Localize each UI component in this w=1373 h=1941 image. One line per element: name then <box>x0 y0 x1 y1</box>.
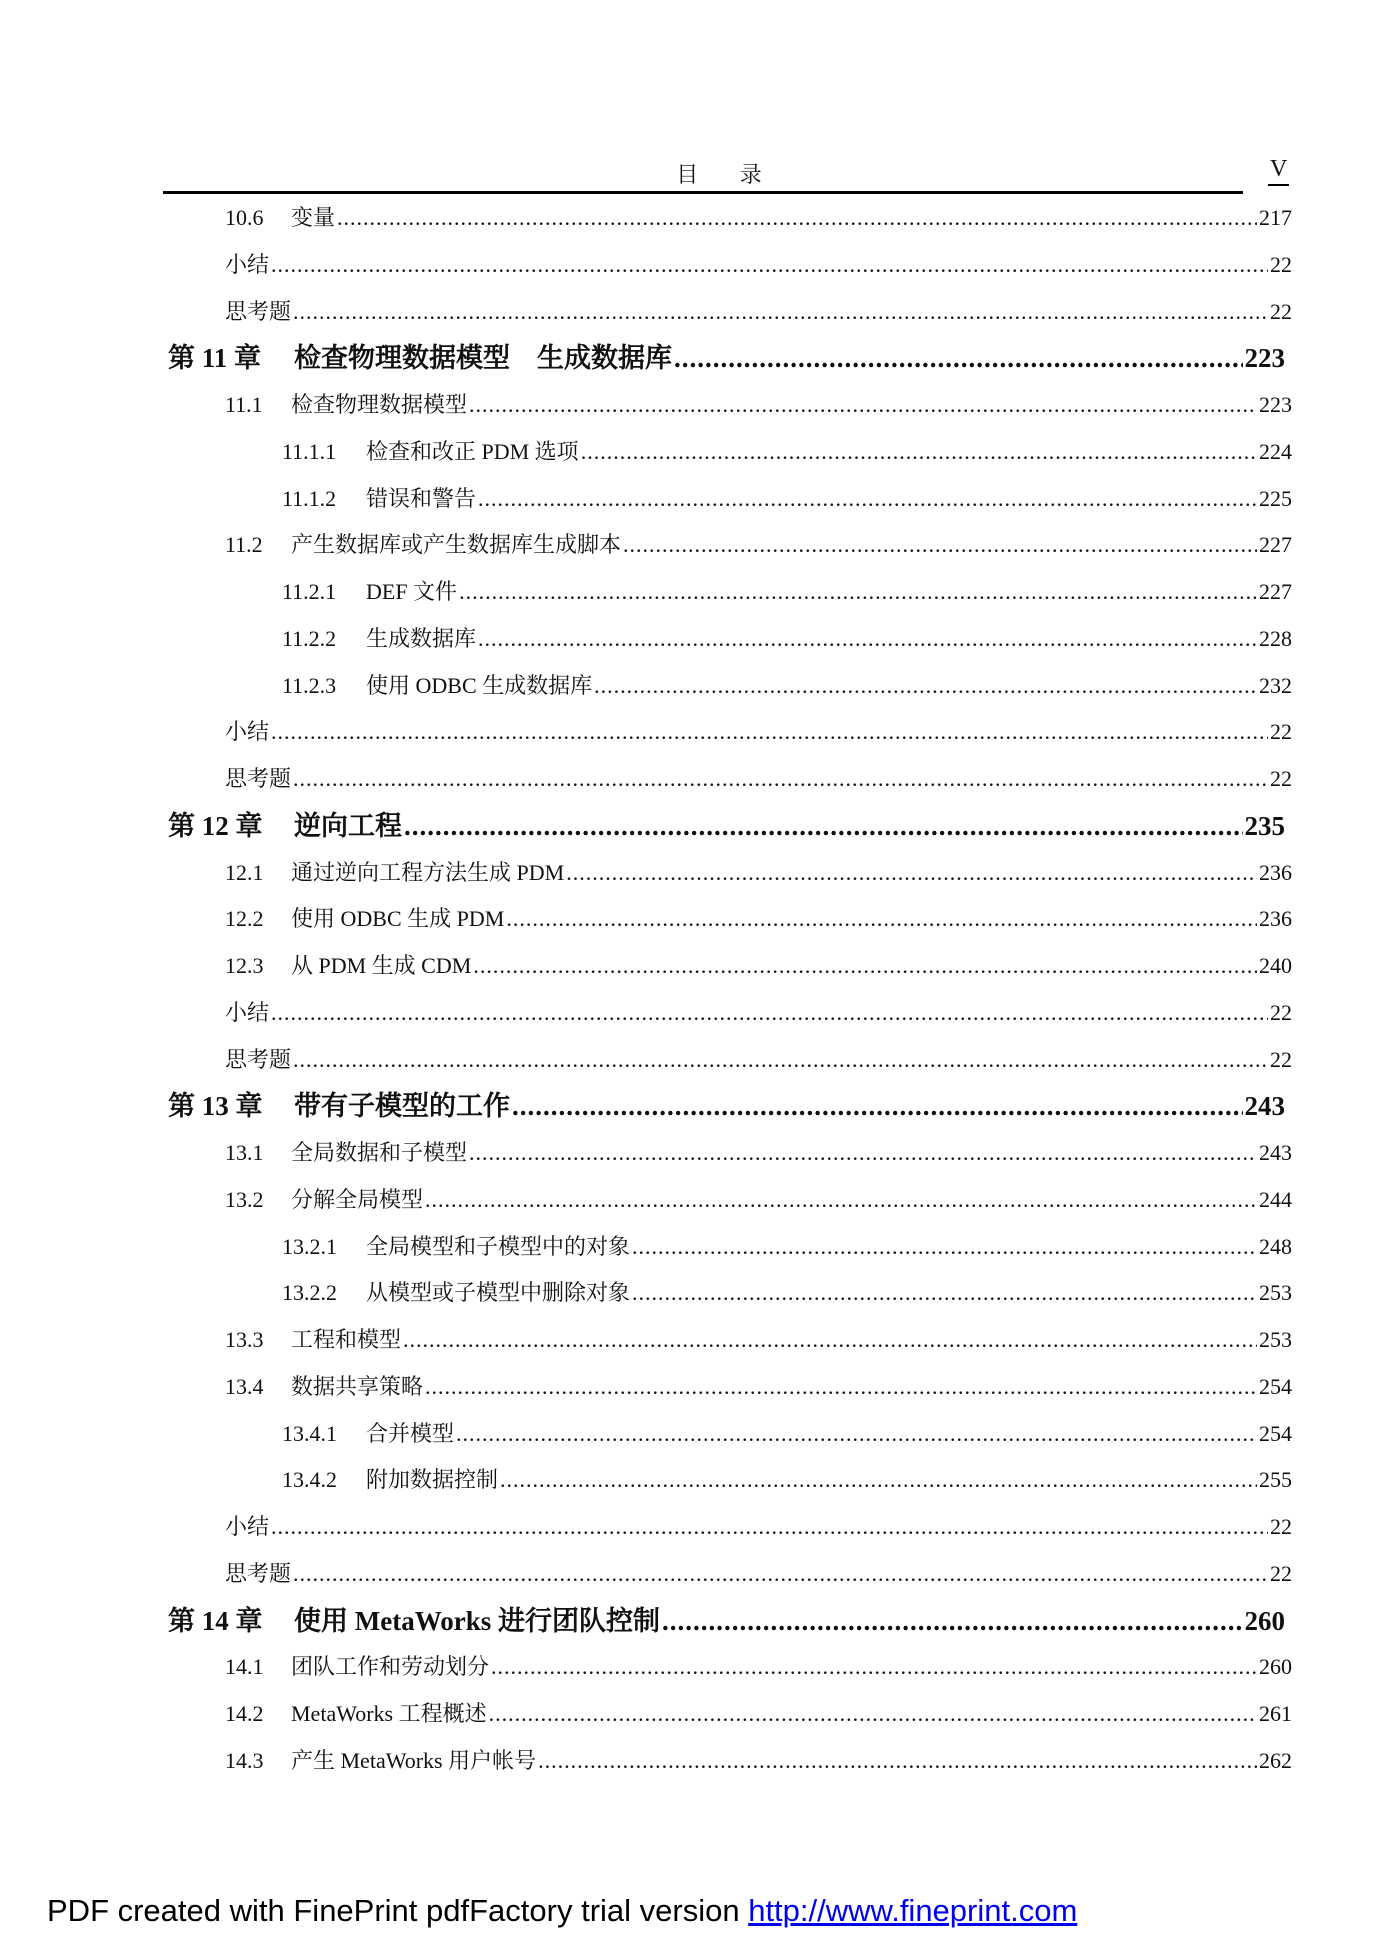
toc-chapter-entry[interactable] <box>168 335 1285 381</box>
toc-entry[interactable] <box>225 850 1292 896</box>
toc-entry-title: 检查和改正 PDM 选项 <box>366 438 579 464</box>
toc-entry-title: 产生 MetaWorks 用户帐号 <box>291 1747 537 1773</box>
toc-entry-page: 224 <box>1259 438 1292 464</box>
toc-entry-title: MetaWorks 工程概述 <box>291 1701 487 1726</box>
toc-entry[interactable] <box>282 476 1292 522</box>
toc-entry-title: 产生数据库或产生数据库生成脚本 <box>291 532 622 558</box>
toc-entry-page: 248 <box>1259 1233 1292 1259</box>
toc-entry-number: 13.2.2 <box>282 1280 337 1306</box>
toc-entry[interactable] <box>225 242 1292 288</box>
toc-entry-title: 思考题 <box>225 298 292 324</box>
dot-leader <box>662 1598 1243 1644</box>
toc-entry-page: 22 <box>1270 719 1292 745</box>
dot-leader <box>674 335 1243 381</box>
toc-entry-title: 通过逆向工程方法生成 PDM <box>291 859 565 885</box>
toc-entry-title: 错误和警告 <box>366 485 477 511</box>
toc-entry-page: 22 <box>1270 1514 1292 1539</box>
toc-entry-title: 变量 <box>291 205 336 230</box>
dot-leader <box>491 1644 1257 1690</box>
toc-entry-number: 11.1.1 <box>282 438 337 464</box>
toc-entry-page: 244 <box>1259 1186 1292 1212</box>
dot-leader <box>456 1411 1257 1457</box>
toc-entry-page: 235 <box>1244 810 1285 841</box>
toc-entry-page: 22 <box>1270 766 1292 791</box>
dot-leader <box>271 709 1268 755</box>
toc-entry[interactable] <box>225 756 1292 802</box>
toc-entry-page: 254 <box>1259 1373 1292 1399</box>
toc-entry-number: 11.2.2 <box>282 625 337 651</box>
dot-leader <box>473 943 1257 989</box>
dot-leader <box>469 382 1257 428</box>
dot-leader <box>293 289 1268 335</box>
toc-entry-number: 13.3 <box>225 1327 264 1352</box>
toc-entry[interactable] <box>282 1224 1292 1270</box>
dot-leader <box>506 896 1257 942</box>
toc-entry-title: 全局模型和子模型中的对象 <box>366 1233 631 1259</box>
toc-entry-number: 12.2 <box>225 906 264 932</box>
toc-entry-number: 11.1 <box>225 392 263 417</box>
toc-entry[interactable] <box>225 1177 1292 1223</box>
footer-text: PDF created with FinePrint pdfFactory trial version <box>47 1893 749 1928</box>
dot-leader <box>403 1317 1257 1363</box>
toc-entry-number: 14.2 <box>225 1701 264 1726</box>
toc-entry-title: 思考题 <box>225 1560 292 1586</box>
toc-entry-page: 243 <box>1259 1140 1292 1165</box>
toc-entry-number: 11.2 <box>225 532 263 558</box>
dot-leader <box>594 663 1257 709</box>
toc-entry-number: 第 13 章 <box>168 1091 263 1122</box>
toc-chapter-entry[interactable] <box>168 1083 1285 1129</box>
toc-entry[interactable] <box>225 289 1292 335</box>
toc-entry-title: 检查物理数据模型 <box>291 392 468 417</box>
toc-entry[interactable] <box>225 943 1292 989</box>
toc-entry-title: 生成数据库 <box>366 625 477 651</box>
toc-entry-page: 22 <box>1270 999 1292 1025</box>
toc-entry-title: 小结 <box>225 251 270 277</box>
toc-entry-number: 11.2.1 <box>282 579 337 604</box>
toc-entry-page: 240 <box>1259 953 1292 978</box>
dot-leader <box>500 1457 1257 1503</box>
toc-entry-number: 第 12 章 <box>168 810 263 841</box>
toc-entry-title: 小结 <box>225 719 270 745</box>
pdf-footer <box>47 1893 1077 1929</box>
dot-leader <box>404 803 1243 849</box>
toc-entry-title: DEF 文件 <box>366 579 458 604</box>
toc-entry-title: 使用 MetaWorks 进行团队控制 <box>294 1605 660 1636</box>
toc-entry[interactable] <box>225 896 1292 942</box>
toc-entry-page: 253 <box>1259 1280 1292 1306</box>
toc-entry-page: 227 <box>1259 579 1292 604</box>
toc-entry-page: 260 <box>1259 1654 1292 1680</box>
toc-entry[interactable] <box>282 429 1292 475</box>
toc-entry-title: 附加数据控制 <box>366 1467 499 1493</box>
toc-entry-page: 22 <box>1270 1560 1292 1586</box>
toc-entry[interactable] <box>225 1691 1292 1737</box>
dot-leader <box>425 1364 1257 1410</box>
toc-entry-number: 13.4 <box>225 1373 264 1399</box>
toc-entry-page: 253 <box>1259 1327 1292 1352</box>
toc-entry-title: 团队工作和劳动划分 <box>291 1654 490 1680</box>
toc-entry-number: 11.1.2 <box>282 485 337 511</box>
toc-entry-number: 第 11 章 <box>168 343 262 374</box>
toc-entry-page: 262 <box>1259 1747 1292 1773</box>
toc-entry-title: 逆向工程 <box>294 810 402 841</box>
toc-entry-page: 236 <box>1259 906 1292 932</box>
toc-entry[interactable] <box>225 195 1292 241</box>
toc-entry-number: 13.1 <box>225 1140 264 1165</box>
toc-entry[interactable] <box>225 990 1292 1036</box>
toc-entry-title: 小结 <box>225 1514 270 1539</box>
toc-entry-page: 243 <box>1244 1091 1285 1122</box>
toc-entry[interactable] <box>282 1457 1292 1503</box>
dot-leader <box>478 476 1257 522</box>
toc-entry[interactable] <box>282 1270 1292 1316</box>
toc-entry-title: 工程和模型 <box>291 1327 402 1352</box>
toc-entry-number: 13.2 <box>225 1186 264 1212</box>
toc-entry-page: 232 <box>1259 672 1292 698</box>
dot-leader <box>512 1083 1243 1129</box>
toc-entry-page: 225 <box>1259 485 1292 511</box>
toc-entry-number: 11.2.3 <box>282 672 337 698</box>
toc-entry-page: 227 <box>1259 532 1292 558</box>
dot-leader <box>566 850 1257 896</box>
toc-entry-title: 从模型或子模型中删除对象 <box>366 1280 631 1306</box>
header-rule <box>163 191 1243 194</box>
toc-entry[interactable] <box>225 1364 1292 1410</box>
toc-entry-page: 22 <box>1270 251 1292 277</box>
toc-entry-title: 分解全局模型 <box>291 1186 424 1212</box>
toc-chapter-entry[interactable] <box>168 803 1285 849</box>
toc-entry-title: 从 PDM 生成 CDM <box>291 953 472 978</box>
dot-leader <box>632 1270 1257 1316</box>
toc-entry-number: 13.4.2 <box>282 1467 337 1493</box>
dot-leader <box>293 756 1268 802</box>
toc-entry-title: 小结 <box>225 999 270 1025</box>
dot-leader <box>632 1224 1257 1270</box>
toc-entry-page: 223 <box>1244 343 1285 374</box>
dot-leader <box>459 569 1257 615</box>
dot-leader <box>623 522 1257 568</box>
toc-entry-number: 10.6 <box>225 205 264 230</box>
toc-entry-title: 思考题 <box>225 1046 292 1072</box>
toc-entry[interactable] <box>282 616 1292 662</box>
dot-leader <box>538 1738 1257 1784</box>
dot-leader <box>469 1130 1257 1176</box>
toc-entry-title: 使用 ODBC 生成数据库 <box>366 672 593 698</box>
toc-entry[interactable] <box>225 709 1292 755</box>
toc-entry-page: 22 <box>1270 298 1292 324</box>
toc-entry[interactable] <box>225 1317 1292 1363</box>
toc-chapter-entry[interactable] <box>168 1598 1285 1644</box>
toc-entry-title: 检查物理数据模型 生成数据库 <box>294 343 672 374</box>
toc-entry-number: 第 14 章 <box>168 1605 263 1636</box>
toc-entry-number: 13.2.1 <box>282 1233 337 1259</box>
toc-entry-page: 223 <box>1259 392 1292 417</box>
dot-leader <box>271 990 1268 1036</box>
toc-entry-title: 全局数据和子模型 <box>291 1140 468 1165</box>
toc-entry-title: 带有子模型的工作 <box>294 1091 510 1122</box>
toc-entry[interactable] <box>225 1738 1292 1784</box>
dot-leader <box>293 1037 1268 1083</box>
toc-entry-page: 260 <box>1244 1605 1285 1636</box>
toc-entry[interactable] <box>282 1411 1292 1457</box>
toc-entry[interactable] <box>225 382 1292 428</box>
toc-entry-page: 228 <box>1259 625 1292 651</box>
toc-entry-page: 236 <box>1259 859 1292 885</box>
toc-entry-title: 使用 ODBC 生成 PDM <box>291 906 505 932</box>
toc-entry-page: 254 <box>1259 1420 1292 1446</box>
dot-leader <box>581 429 1257 475</box>
toc-entry-page: 255 <box>1259 1467 1292 1493</box>
toc-entry-number: 14.3 <box>225 1747 264 1773</box>
toc-entry-title: 数据共享策略 <box>291 1373 424 1399</box>
toc-entry-number: 13.4.1 <box>282 1420 337 1446</box>
dot-leader <box>425 1177 1257 1223</box>
toc-entry-page: 22 <box>1270 1046 1292 1072</box>
dot-leader <box>489 1691 1257 1737</box>
toc-entry[interactable] <box>225 1130 1292 1176</box>
toc-entry-title: 合并模型 <box>366 1420 455 1446</box>
dot-leader <box>478 616 1257 662</box>
footer-link[interactable]: http://www.fineprint.com <box>748 1893 1078 1928</box>
dot-leader <box>271 242 1268 288</box>
toc-entry-page: 261 <box>1259 1701 1292 1726</box>
toc-entry-number: 12.3 <box>225 953 264 978</box>
dot-leader <box>271 1504 1268 1550</box>
toc-entry-title: 思考题 <box>225 766 292 791</box>
toc-entry[interactable] <box>225 1551 1292 1597</box>
dot-leader <box>337 195 1257 241</box>
page-number: V <box>1268 156 1289 186</box>
toc-entry[interactable] <box>225 1504 1292 1550</box>
toc-entry[interactable] <box>225 1644 1292 1690</box>
running-header-title: 目 录 <box>676 162 780 187</box>
toc-entry-page: 217 <box>1259 205 1292 230</box>
toc-entry-number: 12.1 <box>225 859 264 885</box>
toc-entry[interactable] <box>282 569 1292 615</box>
dot-leader <box>293 1551 1268 1597</box>
toc-entry[interactable] <box>282 663 1292 709</box>
toc-entry[interactable] <box>225 522 1292 568</box>
toc-entry-number: 14.1 <box>225 1654 264 1680</box>
toc-entry[interactable] <box>225 1037 1292 1083</box>
